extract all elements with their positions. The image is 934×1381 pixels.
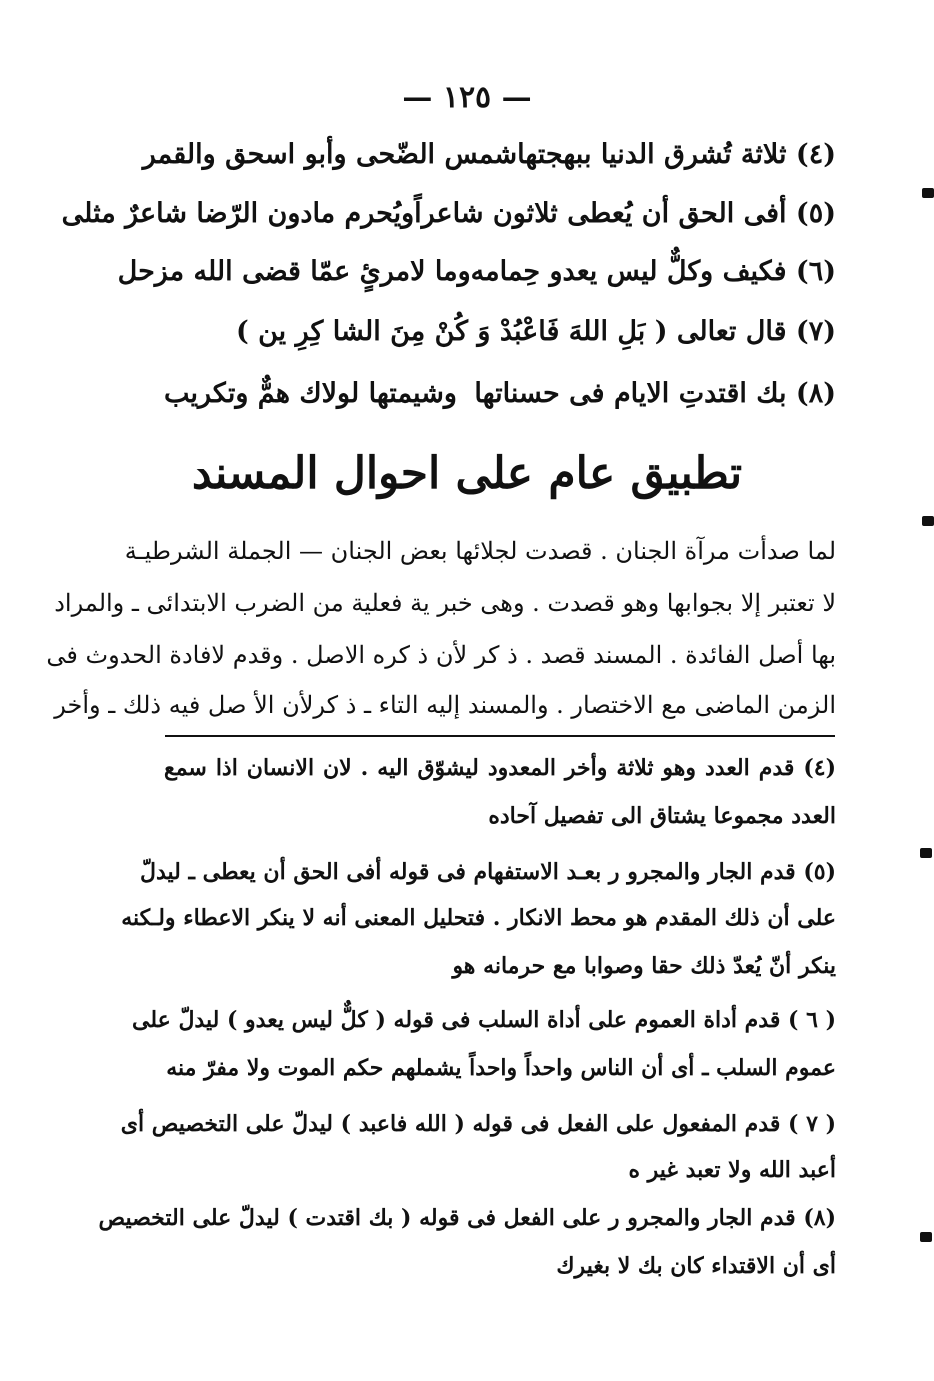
footnote-line: أعبد الله ولا تعبد غير ه: [628, 1157, 836, 1183]
footnote-line: ( ٧ ) قدم المفعول على الفعل فى قوله ( الله فاعبد ) ليدلّ على التخصيص أى: [120, 1111, 836, 1137]
verse-hemistich-second: وشيمتها لولاك همٌّ وتكريب: [164, 377, 457, 409]
section-heading: تطبيق عام على احوال المسند: [191, 448, 743, 499]
paragraph-line: لما صدأت مرآة الجنان . قصدت لجلائها بعض الجنان — الجملة الشرطيـة: [124, 537, 836, 565]
footnote-line: (٥) قدم الجار والمجرو ر بعـد الاستفهام فى قوله أفى الحق أن يعطى ـ ليدلّ: [140, 859, 836, 885]
footnote-line: ( ٦ ) قدم أداة العموم على أداة السلب فى قوله ( كلٌّ ليس يعدو ) ليدلّ على: [132, 1007, 836, 1033]
verse-hemistich-second: ويُحرم مادون الرّضا شاعرٌ مثلى: [61, 197, 415, 229]
verse-7: [164, 304, 836, 358]
verse-6: [117, 244, 836, 298]
verse-hemistich-first: (٥) أفى الحق أن يُعطى ثلاثون شاعراً: [414, 197, 836, 229]
margin-mark: [922, 516, 934, 526]
paragraph-line: الزمن الماضى مع الاختصار . والمسند إليه التاء ـ ذ كرلأن الأ صل فيه ذلك ـ وأخر: [54, 691, 836, 719]
verse-hemistich-first: (٦) فكيف وكلٌّ ليس يعدو حِمامه: [470, 255, 836, 287]
margin-mark: [920, 848, 932, 858]
footnote-divider: [165, 735, 835, 737]
verse-8: [164, 366, 836, 420]
footnote-line: أى أن الاقتداء كان بك لا بغيرك: [556, 1253, 836, 1279]
footnote-line: ينكر أنّ يُعدّ ذلك حقا وصوابا مع حرمانه هو: [452, 953, 836, 979]
footnote-line: عموم السلب ـ أى أن الناس واحداً واحداً يشملهم حكم الموت ولا مفرّ منه: [166, 1055, 836, 1081]
footnote-line: على أن ذلك المقدم هو محط الانكار . فتحليل المعنى أنه لا ينكر الاعطاء ولـكنه: [121, 905, 836, 931]
paragraph-line: لا تعتبر إلا بجوابها وهو قصدت . وهى خبر ية فعلية من الضرب الابتدائى ـ والمراد: [54, 589, 836, 617]
verse-hemistich-second: وما لامرئٍ عمّا قضى الله مزحل: [117, 255, 471, 287]
footnote-line: (٨) قدم الجار والمجرو ر على الفعل فى قوله ( بك اقتدت ) ليدلّ على التخصيص: [98, 1205, 836, 1231]
margin-mark: [920, 1232, 932, 1242]
footnote-line: العدد مجموعا يشتاق الى تفصيل آحاده: [488, 803, 836, 829]
page-number: — ١٢٥ —: [402, 80, 532, 115]
verse-5: [61, 186, 836, 240]
paragraph-line: بها أصل الفائدة . المسند قصد . ذ كر لأن ذ كره الاصل . وقدم لافادة الحدوث فى: [46, 641, 836, 669]
footnote-line: (٤) قدم العدد وهو ثلاثة وأخر المعدود ليشوّق اليه . لان الانسان اذا سمع: [164, 755, 836, 781]
margin-mark: [922, 188, 934, 198]
verse-quran-quote: (٧) قال تعالى ( بَلِ اللهَ فَاعْبُدْ وَ كُنْ مِنَ الشا كِرِ ين ): [235, 315, 836, 347]
verse-hemistich-first: (٤) ثلاثة تُشرق الدنيا ببهجتها: [517, 138, 836, 170]
verse-hemistich-second: شمس الضّحى وأبو اسحق والقمر: [142, 138, 518, 170]
verse-hemistich-first: (٨) بك اقتدتِ الايام فى حسناتها: [474, 377, 836, 409]
verse-4: [142, 127, 836, 181]
